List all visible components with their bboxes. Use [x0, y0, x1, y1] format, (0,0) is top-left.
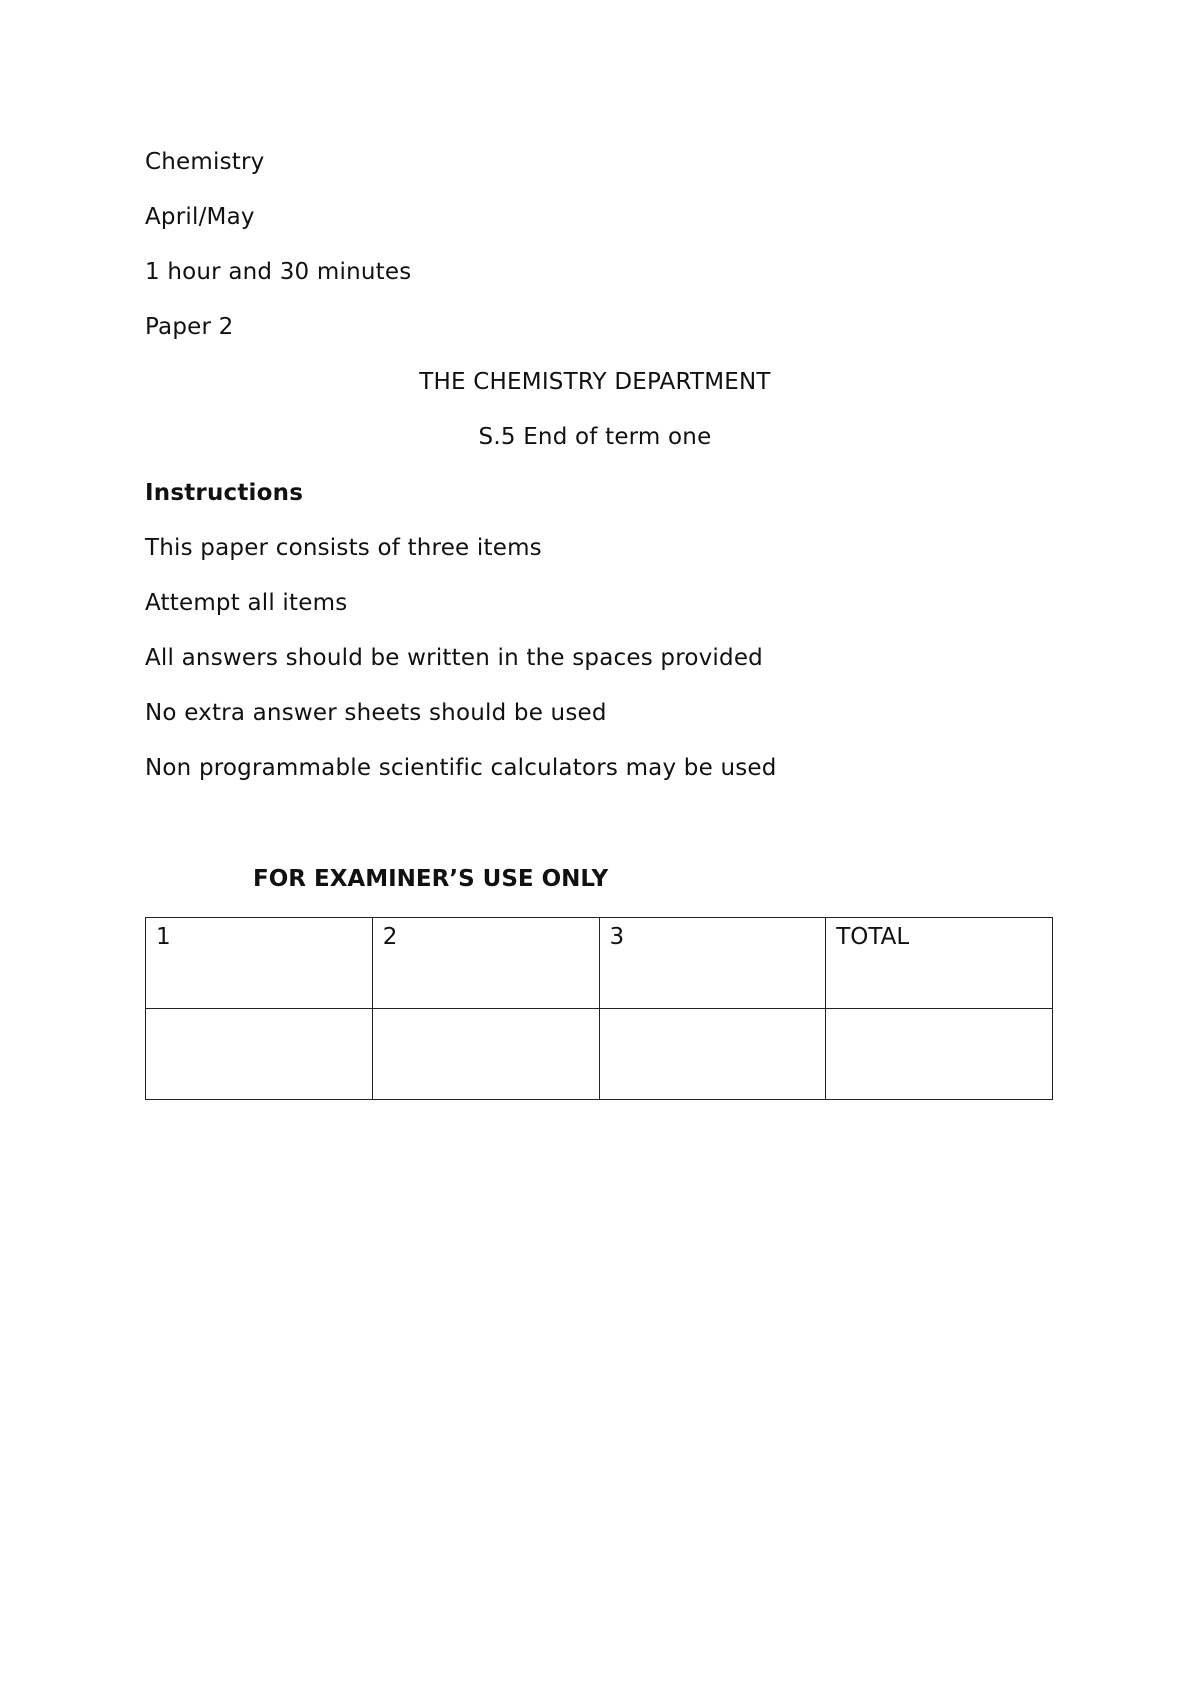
score-cell-3 [599, 1009, 826, 1100]
session-label: April/May [145, 204, 255, 230]
column-header-total: TOTAL [826, 918, 1053, 1009]
column-header-3: 3 [599, 918, 826, 1009]
instructions-heading: Instructions [145, 480, 304, 506]
instruction-item: Attempt all items [145, 590, 348, 616]
column-header-1: 1 [146, 918, 373, 1009]
examiner-marks-table [145, 917, 1053, 1100]
table-header-row [146, 918, 1053, 1009]
examiner-heading: FOR EXAMINER’S USE ONLY [253, 866, 609, 892]
score-cell-1 [146, 1009, 373, 1100]
instruction-item: All answers should be written in the spaces provided [145, 645, 763, 671]
table-score-row [146, 1009, 1053, 1100]
instruction-item: Non programmable scientific calculators may be used [145, 755, 777, 781]
score-cell-2 [372, 1009, 599, 1100]
paper-label: Paper 2 [145, 314, 234, 340]
exam-title: S.5 End of term one [478, 424, 712, 450]
subject-label: Chemistry [145, 149, 265, 175]
column-header-2: 2 [372, 918, 599, 1009]
score-cell-total [826, 1009, 1053, 1100]
duration-label: 1 hour and 30 minutes [145, 259, 412, 285]
department-title: THE CHEMISTRY DEPARTMENT [419, 369, 771, 395]
instruction-item: No extra answer sheets should be used [145, 700, 607, 726]
instruction-item: This paper consists of three items [145, 535, 542, 561]
